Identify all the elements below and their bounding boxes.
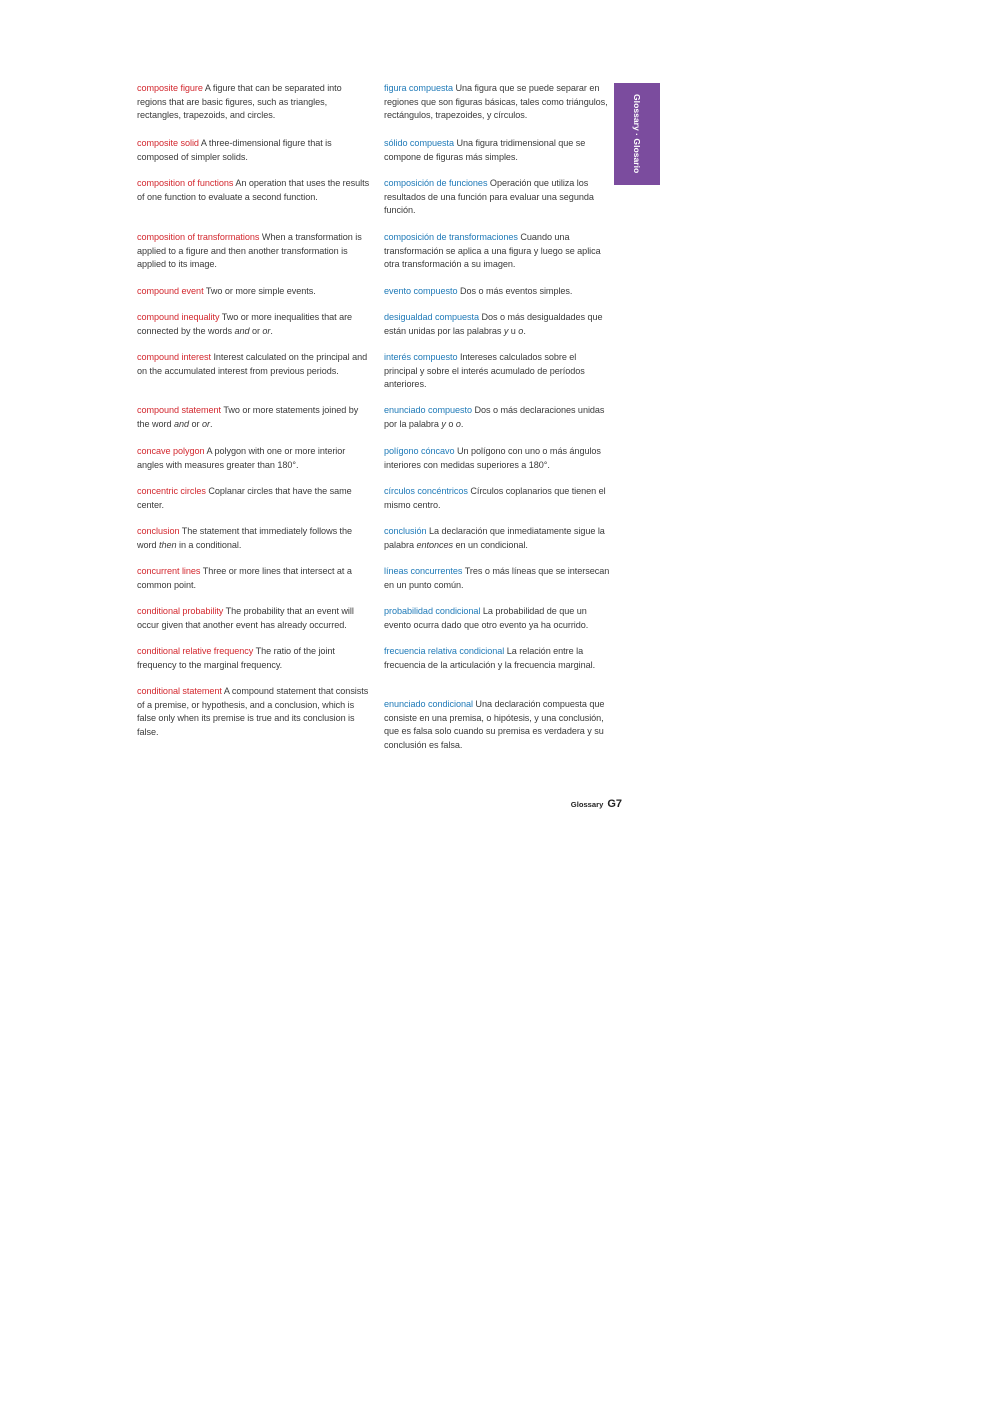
term-es: conclusión: [384, 526, 427, 536]
glossary-entry-es: [384, 485, 610, 512]
glossary-entry-en: [137, 485, 373, 512]
page-number: G7: [607, 798, 622, 810]
glossary-entry-es: [384, 82, 610, 123]
definition-emphasis: entonces: [416, 539, 453, 550]
term-en: concurrent lines: [137, 566, 201, 576]
term-en: composite solid: [137, 138, 199, 148]
term-es: composición de funciones: [384, 178, 488, 188]
glossary-entry-en: [137, 177, 373, 204]
definition-en: A polygon with one or more interior angles with measures greater than 180°.: [137, 446, 346, 470]
definition-es: en un condicional.: [452, 539, 528, 550]
glossary-entry-en: [137, 137, 373, 164]
term-es: círculos concéntricos: [384, 486, 468, 496]
glossary-entry-es: [384, 351, 610, 392]
term-en: conclusion: [137, 526, 180, 536]
side-tab-label: Glossary · Glosario: [632, 94, 642, 174]
definition-es: u: [508, 325, 519, 336]
definition-es: La probabilidad de que un evento ocurra dado que otro evento ya ha ocurrido.: [384, 606, 589, 630]
glossary-entry-es: [384, 177, 610, 218]
definition-en: .: [270, 325, 273, 336]
term-es: líneas concurrentes: [384, 566, 463, 576]
term-es: enunciado compuesto: [384, 405, 473, 415]
glossary-entry-en: [137, 445, 373, 472]
glossary-entry-es: [384, 605, 610, 632]
term-es: frecuencia relativa condicional: [384, 646, 505, 656]
glossary-entry-es: [384, 565, 610, 592]
term-es: interés compuesto: [384, 352, 458, 362]
glossary-entry-en: [137, 231, 373, 272]
term-en: concentric circles: [137, 486, 206, 496]
definition-en: Coplanar circles that have the same center.: [137, 486, 352, 510]
term-en: composition of transformations: [137, 232, 260, 242]
definition-es: La relación entre la frecuencia de la articulación y la frecuencia marginal.: [384, 646, 596, 670]
definition-en: A figure that can be separated into regions that are basic figures, such as triangles, rectangles, trapezoids, and circles.: [137, 83, 342, 121]
definition-en: or: [189, 418, 202, 429]
term-en: conditional relative frequency: [137, 646, 254, 656]
definition-es: Operación que utiliza los resultados de una función para evaluar una segunda función.: [384, 178, 594, 216]
term-es: desigualdad compuesta: [384, 312, 480, 322]
definition-en: Interest calculated on the principal and on the accumulated interest from previous periods.: [137, 352, 368, 376]
definition-es: o: [445, 418, 456, 429]
definition-es: .: [460, 418, 464, 429]
definition-es: Dos o más declaraciones unidas por la palabra: [384, 405, 605, 429]
definition-emphasis: or: [262, 325, 271, 336]
definition-es: Dos o más desigualdades que están unidas por las palabras: [384, 312, 603, 336]
page-footer: [562, 794, 622, 812]
definition-es: Intereses calculados sobre el principal y sobre el interés acumulado de períodos anteriores.: [384, 352, 585, 390]
definition-en: or: [249, 325, 263, 336]
term-es: polígono cóncavo: [384, 446, 455, 456]
definition-en: Two or more statements joined by the word: [137, 405, 359, 429]
definition-en: .: [209, 418, 213, 429]
definition-en: A three-dimensional figure that is composed of simpler solids.: [137, 138, 332, 162]
term-en: compound interest: [137, 352, 211, 362]
glossary-entry-en: [137, 645, 373, 672]
definition-es: .: [523, 325, 526, 336]
glossary-entry-en: [137, 351, 373, 378]
definition-emphasis: then: [159, 539, 177, 550]
definition-en: A compound statement that consists of a premise, or hypothesis, and a conclusion, which is false only when its premise is true and its conclusion is false.: [137, 686, 369, 737]
definition-es: Una declaración compuesta que consiste en una premisa, o hipótesis, y una conclusión, que es falsa solo cuando su premisa es verdadera y su conclusión es falsa.: [384, 699, 605, 750]
definition-en: Two or more inequalities that are connected by the words: [137, 312, 353, 336]
definition-es: La declaración que inmediatamente sigue la palabra: [384, 526, 605, 550]
term-en: compound event: [137, 286, 204, 296]
glossary-entry-en: [137, 605, 377, 632]
glossary-entry-es: [384, 525, 610, 552]
term-es: evento compuesto: [384, 286, 458, 296]
definition-es: Una figura que se puede separar en regiones que son figuras básicas, tales como triángulos, rectángulos, trapezoides, y círculos.: [384, 83, 608, 121]
term-en: composite figure: [137, 83, 203, 93]
definition-en: The probability that an event will occur given that another event has already occurred.: [137, 606, 354, 630]
glossary-entry-es: [384, 404, 610, 431]
glossary-entry-es: [384, 445, 610, 472]
definition-en: The statement that immediately follows the word: [137, 526, 353, 550]
definition-en: When a transformation is applied to a figure and then another transformation is applied to its image.: [137, 232, 362, 270]
term-en: compound statement: [137, 405, 222, 415]
definition-emphasis: y: [503, 325, 509, 336]
term-en: compound inequality: [137, 312, 220, 322]
definition-emphasis: o: [518, 325, 524, 336]
glossary-entry-es: [384, 645, 610, 672]
definition-es: Una figura tridimensional que se compone de figuras más simples.: [384, 138, 586, 162]
definition-emphasis: or: [201, 418, 210, 429]
definition-emphasis: and: [234, 325, 250, 336]
glossary-side-tab: [614, 83, 660, 185]
definition-emphasis: y: [441, 418, 446, 429]
glossary-entry-es: [384, 311, 610, 338]
glossary-entry-en: [137, 525, 373, 552]
glossary-entry-en: [137, 685, 373, 739]
glossary-entry-es: [384, 231, 610, 272]
term-en: conditional statement: [137, 686, 222, 696]
definition-es: Dos o más eventos simples.: [457, 286, 573, 296]
term-es: enunciado condicional: [384, 699, 473, 709]
glossary-entry-es: [384, 285, 610, 299]
term-es: probabilidad condicional: [384, 606, 481, 616]
definition-es: Tres o más líneas que se intersecan en un punto común.: [384, 566, 610, 590]
footer-label: Glossary: [570, 800, 604, 809]
definition-emphasis: o: [455, 418, 461, 429]
definition-en: Three or more lines that intersect at a common point.: [137, 566, 352, 590]
glossary-entry-en: [137, 285, 373, 299]
glossary-entry-en: [137, 565, 373, 592]
term-en: concave polygon: [137, 446, 205, 456]
definition-en: Two or more simple events.: [203, 286, 316, 296]
definition-emphasis: and: [173, 418, 189, 429]
term-es: figura compuesta: [384, 83, 453, 93]
glossary-entry-en: [137, 82, 373, 123]
definition-en: in a conditional.: [176, 539, 242, 550]
definition-en: An operation that uses the results of one function to evaluate a second function.: [137, 178, 370, 202]
term-es: sólido compuesta: [384, 138, 454, 148]
glossary-entry-en: [137, 404, 373, 431]
definition-es: Círculos coplanarios que tienen el mismo centro.: [384, 486, 606, 510]
glossary-entry-es: [384, 698, 610, 752]
term-es: composición de transformaciones: [384, 232, 518, 242]
glossary-entry-es: [384, 137, 610, 164]
definition-es: Cuando una transformación se aplica a una figura y luego se aplica otra transformación a su imagen.: [384, 232, 601, 270]
definition-en: The ratio of the joint frequency to the marginal frequency.: [137, 646, 335, 670]
definition-es: Un polígono con uno o más ángulos interiores con medidas superiores a 180°.: [384, 446, 601, 470]
glossary-entry-en: [137, 311, 373, 338]
term-en: composition of functions: [137, 178, 234, 188]
term-en: conditional probability: [137, 606, 224, 616]
